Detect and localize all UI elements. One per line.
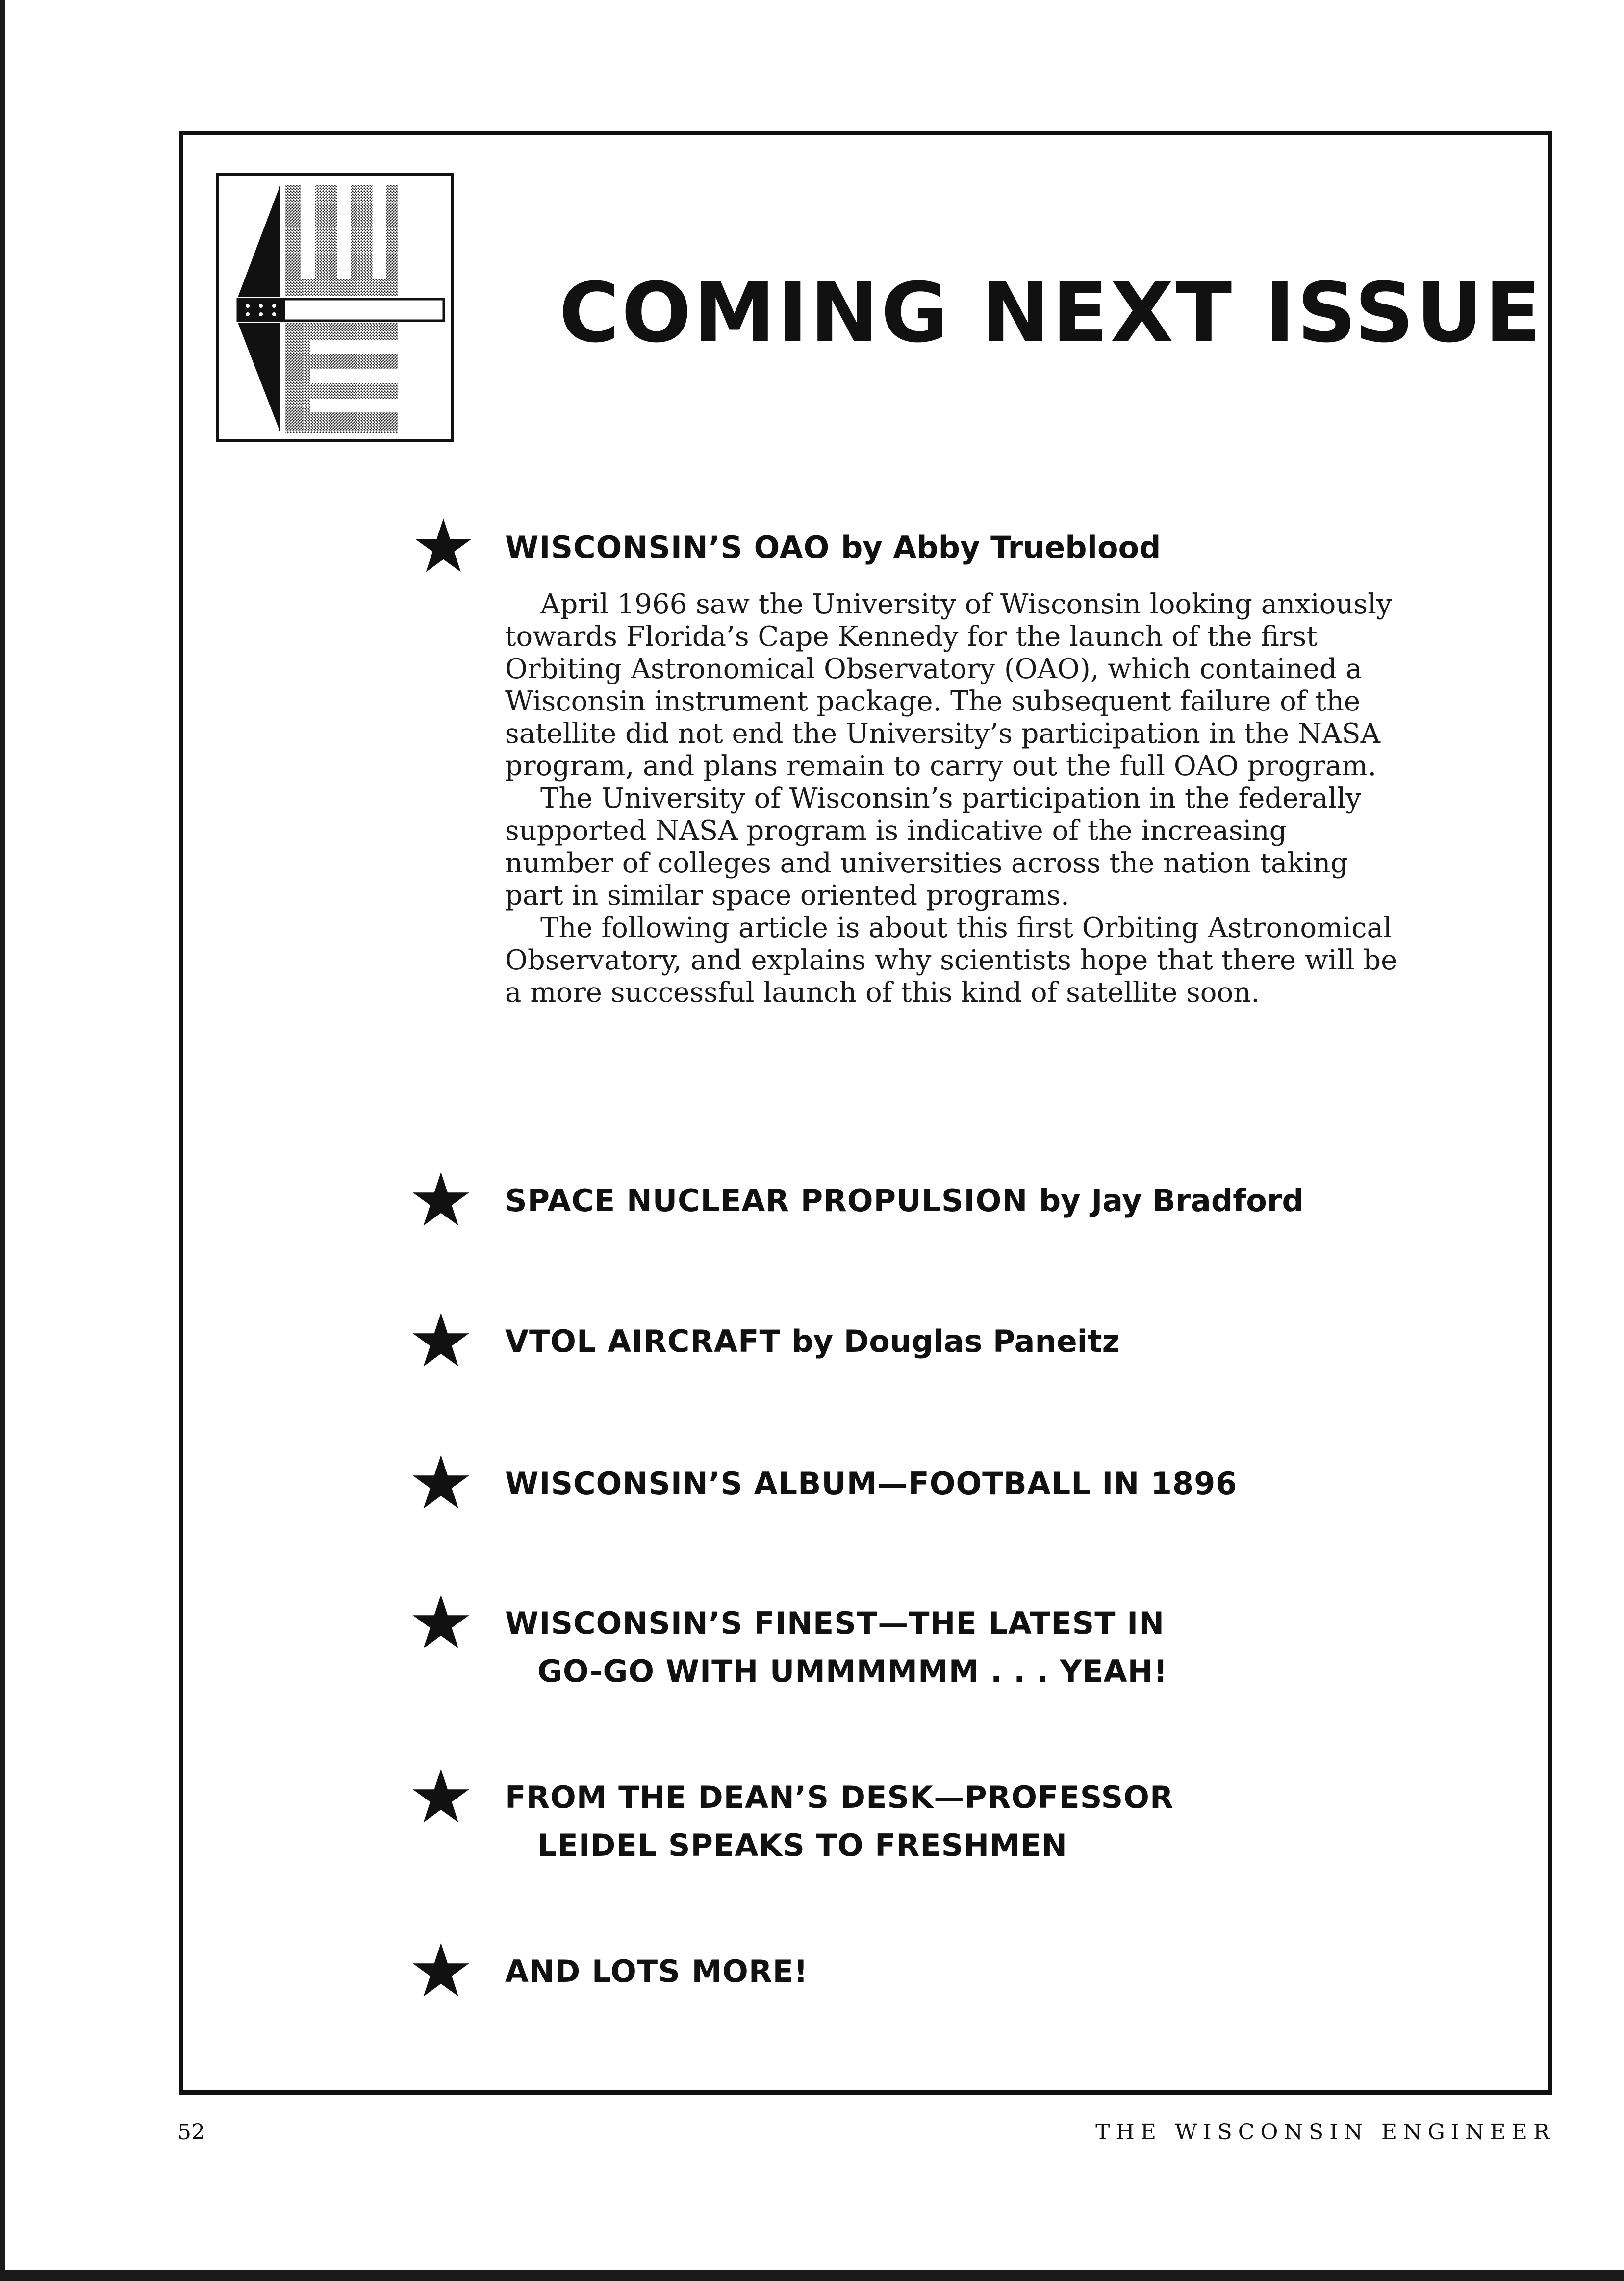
article-title-text: WISCONSIN’S OAO [505, 530, 830, 565]
article-byline: by Douglas Paneitz [791, 1323, 1120, 1359]
we-logo-icon [219, 176, 451, 439]
article-title [505, 1599, 1168, 1696]
star-icon: ★ [408, 1298, 474, 1384]
star-icon: ★ [408, 1754, 474, 1840]
article-paragraph: The following article is about this first Orbiting Astronomical Observatory, and explains why scientists hope that there will be a more successful launch of this kind of satellite soon. [505, 912, 1397, 1009]
page-number: 52 [178, 2120, 205, 2145]
article-summary [505, 588, 1402, 1009]
article-paragraph: The University of Wisconsin’s participation in the federally supported NASA program is indicative of the increasing number of colleges and universities across the nation taking part in similar space oriented programs. [505, 783, 1362, 912]
article-title [505, 1177, 1304, 1225]
article-title [505, 1460, 1237, 1508]
article-title [505, 1318, 1120, 1366]
article-byline: by Jay Bradford [1039, 1183, 1304, 1218]
star-icon: ★ [410, 504, 477, 589]
star-icon: ★ [408, 1441, 474, 1526]
page-heading: COMING NEXT ISSUE [559, 265, 1543, 361]
publication-name: THE WISCONSIN ENGINEER [1095, 2120, 1555, 2145]
star-icon: ★ [408, 1580, 474, 1666]
star-icon: ★ [408, 1158, 474, 1243]
page-scan-edge-left [0, 0, 5, 2281]
page-scan-edge-bottom [0, 2270, 1624, 2281]
wisconsin-engineer-logo [216, 173, 454, 442]
article-title [505, 1774, 1174, 1870]
article-title [505, 1948, 808, 1996]
article-title-continued: GO-GO WITH UMMMMMM . . . YEAH! [537, 1653, 1168, 1689]
article-title-text: FROM THE DEAN’S DESK—PROFESSOR [505, 1779, 1174, 1815]
article-paragraph: April 1966 saw the University of Wisconsin looking anxiously towards Florida’s Cape Kennedy for the launch of the first Orbiting Astronomical Observatory (OAO), which contained a Wisconsin instrument package. The subsequent failure of the satellite did not end the University’s participation in the NASA program, and plans remain to carry out the full OAO program. [505, 588, 1392, 782]
article-title-text: WISCONSIN’S FINEST—THE LATEST IN [505, 1605, 1165, 1641]
article-title [505, 524, 1161, 572]
article-title-text: VTOL AIRCRAFT [505, 1323, 781, 1359]
article-title-text: AND LOTS MORE! [505, 1953, 809, 1989]
star-icon: ★ [408, 1928, 474, 2014]
article-title-text: WISCONSIN’S ALBUM—FOOTBALL IN 1896 [505, 1466, 1238, 1501]
article-byline: by Abby Trueblood [840, 530, 1161, 565]
article-title-continued: LEIDEL SPEAKS TO FRESHMEN [537, 1827, 1068, 1863]
article-title-text: SPACE NUCLEAR PROPULSION [505, 1183, 1028, 1218]
